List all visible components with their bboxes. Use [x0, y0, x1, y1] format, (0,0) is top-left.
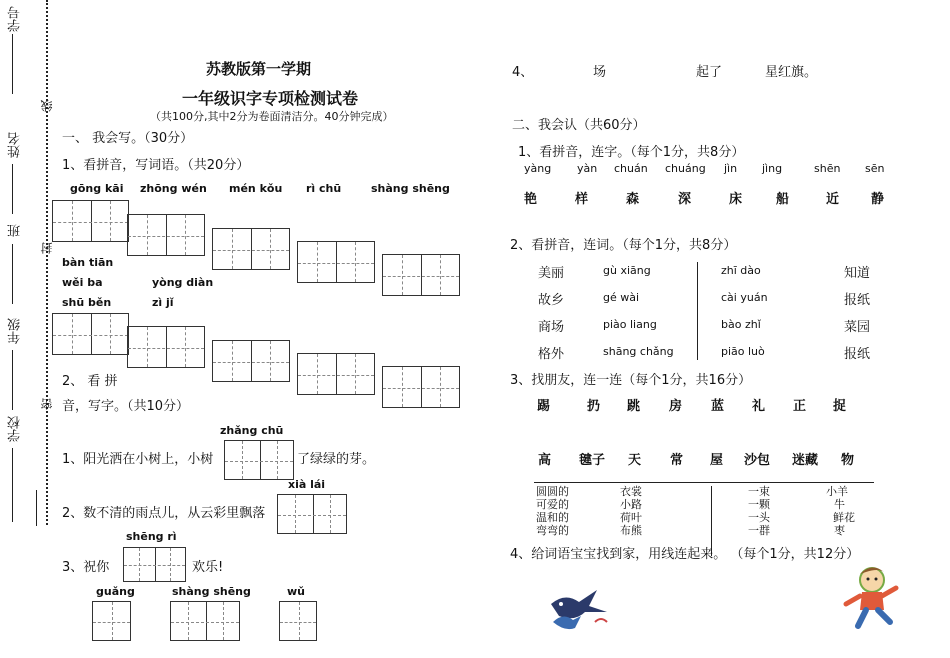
margin-blank-class	[12, 244, 13, 304]
writing-box[interactable]	[382, 366, 460, 408]
q4-left-a: 弯弯的	[536, 524, 569, 537]
friend-char-bottom: 物	[841, 453, 855, 468]
char-option: 艳	[524, 192, 538, 207]
margin-blank-school	[12, 448, 13, 522]
pinyin-option: jìn	[724, 162, 738, 175]
word-right: 知道	[844, 266, 871, 281]
char-option: 船	[776, 192, 790, 207]
pinyin-weiba: wěi ba	[62, 276, 103, 289]
word-right: 报纸	[844, 293, 871, 308]
seal-char-line: 线	[40, 100, 54, 112]
binding-dotted-line	[46, 0, 48, 525]
sentence-4-num: 4、	[512, 65, 534, 80]
writing-box[interactable]	[297, 241, 375, 283]
pinyin-shengri: shēng rì	[126, 530, 177, 543]
q4-right-b: 枣	[834, 524, 845, 537]
pinyin-right: zhī dào	[721, 264, 761, 277]
word-left: 格外	[538, 347, 565, 362]
pinyin-wu: wǔ	[287, 585, 305, 598]
p2-q4-top-rule	[534, 482, 874, 483]
pinyin-right: cài yuán	[721, 291, 768, 304]
p2-q1-title: 1、看拼音，连字。（每个1分，共8分）	[518, 145, 745, 160]
writing-box[interactable]	[212, 228, 290, 270]
pinyin-yongdian: yòng diàn	[152, 276, 214, 289]
running-child-illustration	[836, 560, 908, 632]
pinyin-option: chuáng	[665, 162, 706, 175]
sentence-1-pre: 1、阳光洒在小树上，小树	[62, 452, 214, 467]
writing-box[interactable]	[279, 601, 317, 641]
pinyin-gongkai: gōng kāi	[70, 182, 124, 195]
word-right: 菜园	[844, 320, 871, 335]
q4-right-b: 牛	[834, 498, 845, 511]
pinyin-menkou: mén kǒu	[229, 182, 283, 195]
friend-char-top: 蓝	[711, 399, 725, 414]
pinyin-left: shāng chǎng	[603, 345, 674, 358]
margin-blank-student-id	[12, 34, 13, 94]
q4-right-a: 一头	[748, 511, 770, 524]
writing-box[interactable]	[382, 254, 460, 296]
pinyin-option: yàng	[524, 162, 552, 175]
friend-char-bottom: 常	[670, 453, 684, 468]
char-option: 近	[826, 192, 840, 207]
writing-box[interactable]	[297, 353, 375, 395]
friend-char-bottom: 天	[628, 453, 642, 468]
seal-char-seal: 封	[40, 242, 54, 254]
friend-char-top: 跳	[627, 399, 641, 414]
word-left: 商场	[538, 320, 565, 335]
margin-label-name: 姓名	[8, 132, 23, 158]
pinyin-zhangchu: zhǎng chū	[220, 424, 284, 437]
q4-left-a: 温和的	[536, 511, 569, 524]
binding-solid-line	[36, 490, 37, 526]
pinyin-shangsheng: shàng shēng	[371, 182, 450, 195]
friend-char-top: 房	[669, 399, 683, 414]
p2-q3-title: 3、找朋友，连一连（每个1分，共16分）	[510, 373, 752, 388]
sentence-2-pre: 2、数不清的雨点儿，从云彩里飘落	[62, 506, 266, 521]
sentence-4-flag: 星红旗。	[765, 65, 818, 80]
q4-right-a: 一群	[748, 524, 770, 537]
pinyin-left: gù xiāng	[603, 264, 651, 277]
margin-blank-grade	[12, 350, 13, 410]
margin-label-class: 班	[8, 224, 23, 237]
q2-title-a: 2、 看 拼	[62, 374, 118, 389]
friend-char-top: 礼	[752, 399, 766, 414]
char-option: 床	[729, 192, 743, 207]
exam-note: （共100分,其中2分为卷面清洁分。40分钟完成）	[150, 110, 394, 123]
friend-char-bottom: 高	[538, 453, 552, 468]
seal-char-secret: 密	[40, 398, 54, 410]
pinyin-ziji: zì jǐ	[152, 296, 174, 309]
writing-box[interactable]	[52, 200, 129, 242]
q4-left-a: 圆圆的	[536, 485, 569, 498]
margin-blank-name	[12, 164, 13, 214]
q4-right-b: 小羊	[826, 485, 848, 498]
writing-box[interactable]	[212, 340, 290, 382]
friend-char-top: 正	[793, 399, 807, 414]
sentence-4-qile: 起了	[696, 65, 723, 80]
friend-char-top: 捉	[833, 399, 847, 414]
sentence-1-post: 了绿绿的芽。	[297, 452, 376, 467]
pinyin-guang: guǎng	[96, 585, 135, 598]
q4-left-b: 布熊	[620, 524, 642, 537]
q4-left-b: 衣裳	[620, 485, 642, 498]
char-option: 深	[678, 192, 692, 207]
writing-box[interactable]	[52, 313, 129, 355]
writing-box[interactable]	[92, 601, 131, 641]
pinyin-shuben: shū běn	[62, 296, 112, 309]
friend-char-bottom: 迷藏	[792, 453, 819, 468]
exam-title-line2: 一年级识字专项检测试卷	[182, 89, 359, 108]
writing-box[interactable]	[277, 494, 347, 534]
word-left: 美丽	[538, 266, 565, 281]
friend-char-bottom: 屋	[710, 453, 724, 468]
p2-q2-title: 2、看拼音，连词。（每个1分，共8分）	[510, 238, 737, 253]
friend-char-top: 扔	[587, 399, 601, 414]
q4-right-b: 鲜花	[833, 511, 855, 524]
margin-label-school: 学校	[8, 416, 23, 442]
q4-right-a: 一束	[748, 485, 770, 498]
pinyin-option: sēn	[865, 162, 885, 175]
pinyin-option: chuán	[614, 162, 648, 175]
friend-char-top: 踢	[537, 399, 551, 414]
pinyin-right: bào zhǐ	[721, 318, 761, 331]
writing-box[interactable]	[127, 214, 205, 256]
pinyin-left: gé wài	[603, 291, 640, 304]
pinyin-zhongwen: zhōng wén	[140, 182, 207, 195]
char-option: 样	[575, 192, 589, 207]
swallow-illustration	[545, 582, 615, 638]
q2-title-b: 音，写字。（共10分）	[62, 399, 190, 414]
pinyin-xialai: xià lái	[288, 478, 326, 491]
pinyin-shangsheng-2: shàng shēng	[172, 585, 251, 598]
part2-heading: 二、我会认（共60分）	[512, 118, 646, 133]
writing-box[interactable]	[170, 601, 240, 641]
char-option: 森	[626, 192, 640, 207]
pinyin-option: yàn	[577, 162, 598, 175]
friend-char-bottom: 沙包	[744, 453, 771, 468]
writing-box[interactable]	[127, 326, 205, 368]
q4-right-a: 一颗	[748, 498, 770, 511]
margin-label-grade: 年级	[8, 318, 23, 344]
q4-left-b: 小路	[620, 498, 642, 511]
q1-title: 1、看拼音，写词语。（共20分）	[62, 158, 250, 173]
part1-heading: 一、 我会写。（30分）	[62, 131, 194, 146]
margin-label-student-id: 学号	[8, 6, 23, 32]
pinyin-option: jìng	[762, 162, 783, 175]
pinyin-right: piāo luò	[721, 345, 765, 358]
friend-char-bottom: 毽子	[579, 453, 606, 468]
p2-q4-title: 4、给词语宝宝找到家，用线连起来。 （每个1分，共12分）	[510, 547, 860, 562]
p2-q2-divider	[697, 262, 698, 360]
word-right: 报纸	[844, 347, 871, 362]
writing-box[interactable]	[123, 547, 186, 582]
writing-box[interactable]	[224, 440, 294, 480]
pinyin-richu: rì chū	[306, 182, 342, 195]
exam-title-line1: 苏教版第一学期	[206, 60, 312, 78]
sentence-3-post: 欢乐!	[192, 560, 224, 575]
q4-left-a: 可爱的	[536, 498, 569, 511]
char-option: 静	[871, 192, 885, 207]
word-left: 故乡	[538, 293, 565, 308]
pinyin-bantian: bàn tiān	[62, 256, 114, 269]
pinyin-left: piào liang	[603, 318, 657, 331]
q4-left-b: 荷叶	[620, 511, 642, 524]
sentence-4-chang: 场	[593, 65, 607, 80]
pinyin-option: shēn	[814, 162, 841, 175]
sentence-3-pre: 3、祝你	[62, 560, 110, 575]
